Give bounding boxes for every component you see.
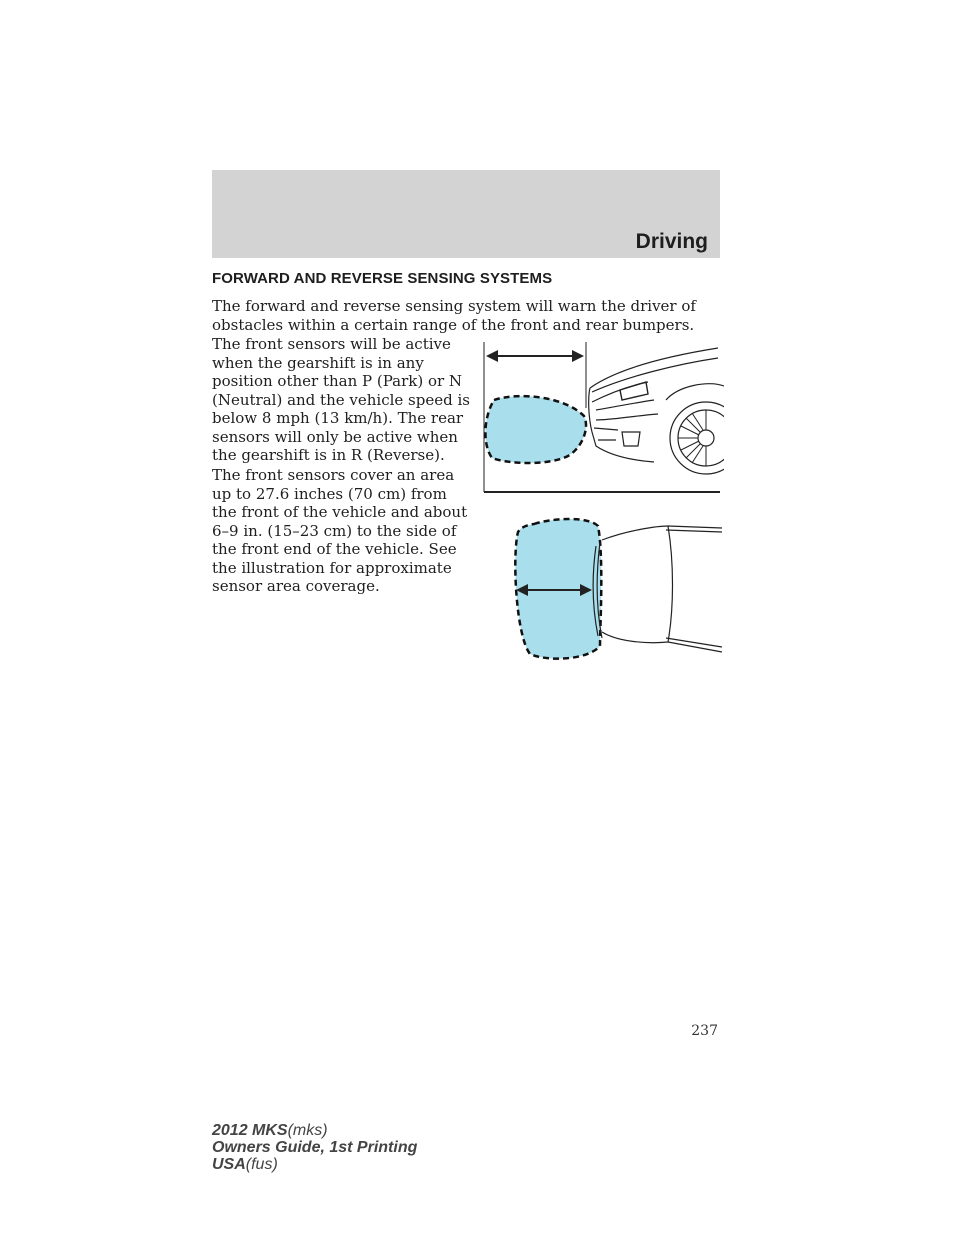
vehicle-front-side-icon [589,348,724,474]
top-view [515,519,722,659]
arrow-right-icon [572,350,584,362]
intro-paragraph: The forward and reverse sensing system will warn the driver of obstacles within a certain range of the front and rear bumpers. [212,297,696,334]
footer-market-code: (fus) [245,1156,278,1173]
footer-guide: Owners Guide, 1st Printing [212,1139,418,1156]
page-heading: FORWARD AND REVERSE SENSING SYSTEMS [212,270,553,287]
footer-model-code: (mks) [287,1122,328,1139]
sensor-activation-paragraph: The front sensors will be active when the gearshift is in any position other than P (Park) or N (Neutral) and the vehicle speed is below 8 mph (13 km/h). The rear sensors will only be active when the gearshift is in R (Reverse). [212,335,470,464]
sensor-coverage-illustration [478,336,724,666]
front-sensor-zone [485,396,586,463]
section-header-band [212,170,720,258]
footer-model: 2012 MKS [212,1122,288,1139]
footer-market: USA [212,1156,246,1173]
side-view [484,342,724,492]
arrow-left-icon [486,350,498,362]
sensor-coverage-paragraph: The front sensors cover an area up to 27.6 inches (70 cm) from the front of the vehicle and about 6–9 in. (15–23 cm) to the side of the front end of the vehicle. See the illustration for approximate sensor area coverage. [212,466,468,595]
page-number: 237 [691,1023,718,1039]
vehicle-top-view-icon [593,526,722,652]
document-footer [212,1122,417,1173]
section-title: Driving [635,230,708,253]
